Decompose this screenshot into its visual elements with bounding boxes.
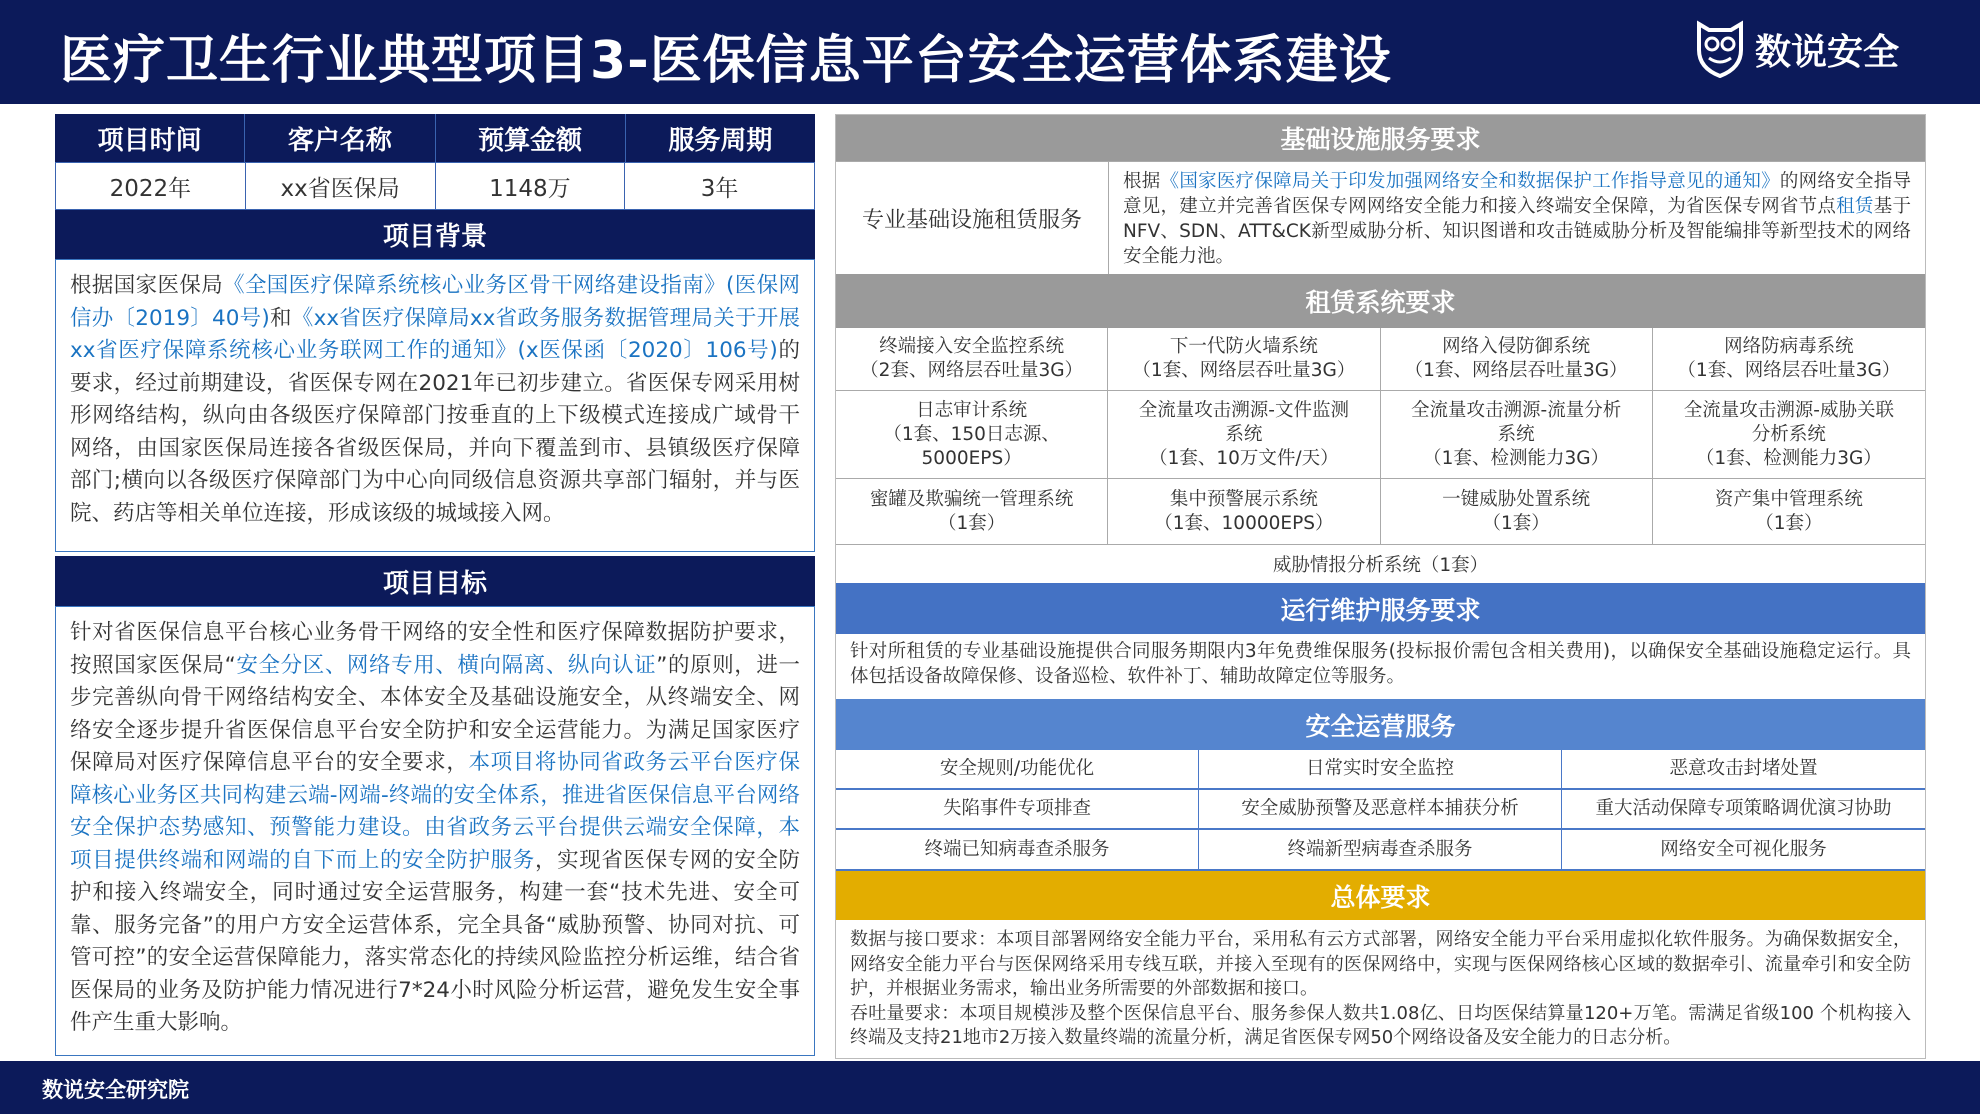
background-heading: 项目背景 bbox=[55, 210, 815, 259]
lease-item: 全流量攻击溯源-威胁关联 分析系统 （1套、检测能力3G） bbox=[1653, 391, 1925, 479]
info-header: 项目时间 bbox=[55, 114, 245, 162]
text: 和 bbox=[269, 305, 292, 331]
lease-item: 日志审计系统 （1套、150日志源、 5000EPS） bbox=[836, 391, 1108, 479]
lease-item: 一键威胁处置系统 （1套） bbox=[1381, 479, 1653, 545]
overall-throughput-req: 吞吐量要求：本项目规模涉及整个医保信息平台、服务参保人数共1.08亿、日均医保结算量120+万笔。需满足省级100 个机构接入终端及支持21地市2万接入数量终端的流量分析，满足省医保专网50个网络设备及安全能力的日志分析。 bbox=[850, 1002, 1911, 1048]
lease-item-last: 威胁情报分析系统（1套） bbox=[1272, 555, 1489, 576]
lease-item: 集中预警展示系统 （1套、10000EPS） bbox=[1108, 479, 1380, 545]
header-bar bbox=[0, 0, 1980, 104]
goal-heading: 项目目标 bbox=[55, 556, 815, 606]
text: 的要求，经过前期建设，省医保专网在2021年已初步建立。省医保专网采用树形网络结构，纵向由各级医疗保障部门按垂直的上下级模式连接成广域骨干网络，由国家医保局连接各省级医保局，并向下覆盖到市、县镇级医疗保障部门;横向以各级医疗保障部门为中心向同级信息资源共享部门辐射，并与医院、药店等相关单位连接，形成该级的城域接入网。 bbox=[70, 338, 800, 526]
lease-heading: 租赁系统要求 bbox=[836, 274, 1925, 327]
infra-row bbox=[836, 161, 1925, 274]
text: 基于 NFV、SDN、ATT&CK新型威胁分析、知识图谱和攻击链威胁分析及智能编排等新型技术的网络安全能力池。 bbox=[1123, 196, 1911, 267]
info-header: 预算金额 bbox=[436, 114, 626, 162]
logo bbox=[1695, 20, 1899, 78]
info-value-row bbox=[55, 162, 815, 210]
lease-item: 资产集中管理系统 （1套） bbox=[1653, 479, 1925, 545]
doc-reference: 《国家医疗保障局关于印发加强网络安全和数据保护工作指导意见的通知》 bbox=[1160, 171, 1780, 192]
info-header-row bbox=[55, 114, 815, 162]
page-title: 医疗卫生行业典型项目3-医保信息平台安全运营体系建设 bbox=[60, 31, 1392, 91]
lease-item: 全流量攻击溯源-文件监测 系统 （1套、10万文件/天） bbox=[1108, 391, 1380, 479]
maint-text: 针对所租赁的专业基础设施提供合同服务期限内3年免费维保服务(投标报价需包含相关费用)，以确保安全基础设施稳定运行。具体包括设备故障保修、设备巡检、软件补丁、辅助故障定位等服务。 bbox=[850, 641, 1911, 687]
lease-item: 网络入侵防御系统 （1套、网络层吞吐量3G） bbox=[1381, 328, 1653, 391]
info-header: 客户名称 bbox=[245, 114, 435, 162]
footer-text: 数说安全研究院 bbox=[42, 1078, 189, 1102]
lease-item: 终端接入安全监控系统 （2套、网络层吞吐量3G） bbox=[836, 328, 1108, 391]
text: 根据 bbox=[1123, 171, 1161, 192]
maint-heading: 运行维护服务要求 bbox=[836, 583, 1925, 634]
infra-heading: 基础设施服务要求 bbox=[836, 115, 1925, 161]
infra-text bbox=[1109, 162, 1925, 274]
ops-grid bbox=[836, 750, 1925, 871]
left-panel bbox=[55, 114, 815, 1056]
right-panel bbox=[835, 114, 1926, 1059]
ops-item: 安全威胁预警及恶意样本捕获分析 bbox=[1199, 790, 1562, 830]
text: ，实现省医保专网的安全防护和接入终端安全，同时通过安全运营服务，构建一套“技术先进、安全可靠、服务完备”的用户方安全运营体系，完全具备“威胁预警、协同对抗、可管可控”的安全运营保障能力，落实常态化的持续风险监控分析运维，结合省医保局的业务及防护能力情况进行7*24小时风险分析运营，避免发生安全事件产生重大影响。 bbox=[70, 847, 800, 1035]
highlight: 安全分区、网络专用、横向隔离、纵向认证 bbox=[235, 652, 657, 678]
text: ”的原则，进一步完善纵向骨干网络结构安全、本体安全及基础设施安全，从终端安全、网络安全逐步提升省医保信息平台安全防护和安全运营能力。为满足国家医疗保障局对医疗保障信息平台的安全要求， bbox=[70, 652, 801, 775]
owl-shield-icon bbox=[1695, 20, 1745, 78]
ops-heading: 安全运营服务 bbox=[836, 699, 1925, 750]
lease-item: 蜜罐及欺骗统一管理系统 （1套） bbox=[836, 479, 1108, 545]
highlight: 租赁 bbox=[1836, 196, 1874, 217]
background-body bbox=[55, 259, 815, 552]
lease-item: 全流量攻击溯源-流量分析 系统 （1套、检测能力3G） bbox=[1381, 391, 1653, 479]
text: 根据国家医保局 bbox=[70, 273, 224, 298]
doc-reference: 《全国医疗保障系统核心业务区骨干网络建设指南》(医保网信办〔2019〕40号) bbox=[70, 273, 800, 331]
highlight: 本项目将协同省政务云平台医疗保障核心业务区共同构建云端-网端-终端的安全体系，推进省医保信息平台网络安全保护态势感知、预警能力建设。由省政务云平台提供云端安全保障，本项目提供终端和网端的自下而上的安全防护服务 bbox=[70, 750, 800, 873]
ops-item: 重大活动保障专项策略调优演习协助 bbox=[1562, 790, 1925, 830]
lease-grid bbox=[836, 327, 1925, 545]
logo-text: 数说安全 bbox=[1755, 31, 1900, 73]
info-value: 3年 bbox=[700, 175, 739, 202]
ops-item: 终端新型病毒查杀服务 bbox=[1199, 830, 1562, 871]
infra-label: 专业基础设施租赁服务 bbox=[836, 162, 1109, 274]
doc-reference: 《xx省医疗保障局xx省政务服务数据管理局关于开展xx省医疗保障系统核心业务联网工作的通知》(x医保函〔2020〕106号) bbox=[70, 305, 800, 363]
overall-text bbox=[836, 920, 1925, 1058]
text: 的网络安全指导意见，建立并完善省医保专网网络安全能力和接入终端安全保障，为省医保专网省节点 bbox=[1123, 171, 1911, 217]
lease-item: 网络防病毒系统 （1套、网络层吞吐量3G） bbox=[1653, 328, 1925, 391]
ops-item: 终端已知病毒查杀服务 bbox=[836, 830, 1199, 871]
goal-body bbox=[55, 606, 815, 1056]
info-value: 1148万 bbox=[436, 163, 626, 209]
overall-data-req: 数据与接口要求：本项目部署网络安全能力平台，采用私有云方式部署，网络安全能力平台采用虚拟化软件服务。为确保数据安全，网络安全能力平台与医保网络采用专线互联，并接入至现有的医保网络中，实现与医保网络核心区域的数据牵引、流量牵引和安全防护，并根据业务需求，输出业务所需要的外部数据和接口。 bbox=[850, 929, 1911, 999]
ops-item: 日常实时安全监控 bbox=[1199, 750, 1562, 790]
lease-item: 下一代防火墙系统 （1套、网络层吞吐量3G） bbox=[1108, 328, 1380, 391]
overall-heading: 总体要求 bbox=[836, 871, 1925, 920]
text: 针对省医保信息平台核心业务骨干网络的安全性和医疗保障数据防护要求，按照国家医保局“ bbox=[70, 620, 800, 678]
ops-item: 安全规则/功能优化 bbox=[836, 750, 1199, 790]
ops-item: 恶意攻击封堵处置 bbox=[1562, 750, 1925, 790]
info-value: 2022年 bbox=[56, 163, 246, 209]
info-value: xx省医保局 bbox=[246, 163, 436, 209]
ops-item: 网络安全可视化服务 bbox=[1562, 830, 1925, 871]
ops-item: 失陷事件专项排查 bbox=[836, 790, 1199, 830]
footer-bar bbox=[0, 1061, 1980, 1114]
info-header: 服务周期 bbox=[668, 125, 773, 156]
